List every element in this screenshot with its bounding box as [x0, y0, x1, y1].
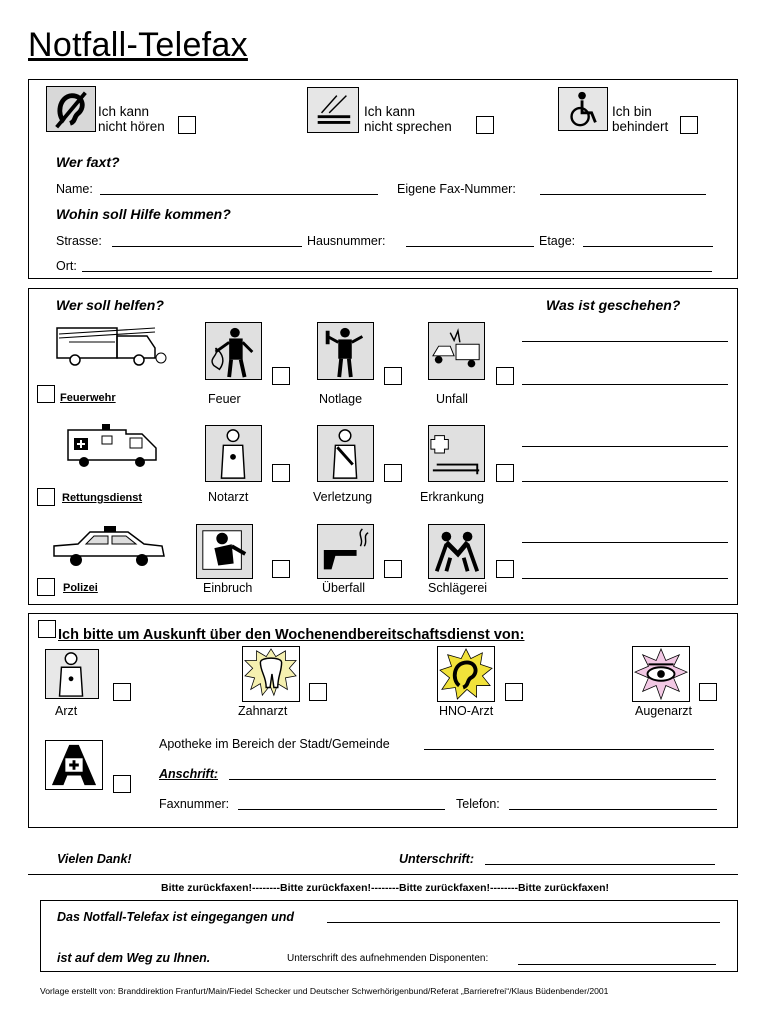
signature-field[interactable] [485, 864, 715, 865]
emergency-doctor-checkbox[interactable] [272, 464, 290, 482]
ent-doctor-icon [437, 646, 495, 702]
fax-field[interactable] [238, 809, 445, 810]
fight-icon [428, 524, 485, 579]
rescue-service-label: Rettungsdienst [62, 492, 143, 504]
what-happened-line-4[interactable] [522, 481, 728, 482]
ent-doctor-checkbox[interactable] [505, 683, 523, 701]
eye-doctor-label: Augenarzt [635, 704, 692, 718]
dentist-icon [242, 646, 300, 702]
burglary-icon [196, 524, 253, 579]
distress-checkbox[interactable] [384, 367, 402, 385]
house-number-label: Hausnummer: [307, 234, 386, 248]
what-happened-line-1[interactable] [522, 341, 728, 342]
disabled-label: Ich bin behindert [612, 104, 669, 134]
pharmacy-icon [45, 740, 103, 790]
fire-truck-icon [55, 322, 167, 370]
doctor-icon [45, 649, 99, 699]
dentist-label: Zahnarzt [238, 704, 288, 718]
what-happened-heading: Was ist geschehen? [546, 297, 681, 313]
ent-doctor-label: HNO-Arzt [439, 704, 494, 718]
police-label: Polizei [63, 582, 98, 594]
emergency-doctor-label: Notarzt [208, 490, 249, 504]
floor-field[interactable] [583, 246, 713, 247]
robbery-checkbox[interactable] [384, 560, 402, 578]
pharmacy-label: Apotheke im Bereich der Stadt/Gemeinde [159, 737, 390, 751]
address-field[interactable] [229, 779, 716, 780]
phone-field[interactable] [509, 809, 717, 810]
page-title: Notfall-Telefax [28, 26, 248, 64]
ear-crossed-icon [46, 86, 96, 132]
illness-icon [428, 425, 485, 482]
what-happened-line-3[interactable] [522, 446, 728, 447]
what-happened-line-5[interactable] [522, 542, 728, 543]
burglary-checkbox[interactable] [272, 560, 290, 578]
rescue-service-checkbox[interactable] [37, 488, 55, 506]
injury-checkbox[interactable] [384, 464, 402, 482]
phone-label: Telefon: [456, 797, 500, 811]
fire-department-label: Feuerwehr [60, 392, 116, 404]
city-field[interactable] [82, 271, 712, 272]
distress-icon [317, 322, 374, 380]
fax-number-label: Eigene Fax-Nummer: [397, 182, 516, 196]
signature-label: Unterschrift: [399, 852, 475, 866]
name-label: Name: [56, 182, 93, 196]
credit-text: Vorlage erstellt von: Branddirektion Franfurt/Main/Fiedel Schecker und Deutscher Schwerhörigenbund/Referat „Barrierefrei“/Klaus Büdenbender/2001 [40, 986, 609, 996]
name-field[interactable] [100, 194, 378, 195]
street-field[interactable] [112, 246, 302, 247]
dispatcher-label: Unterschrift des aufnehmenden Disponenten: [287, 953, 489, 964]
pharmacy-checkbox[interactable] [113, 775, 131, 793]
mute-checkbox[interactable] [476, 116, 494, 134]
accident-checkbox[interactable] [496, 367, 514, 385]
fight-label: Schlägerei [428, 581, 488, 595]
deaf-checkbox[interactable] [178, 116, 196, 134]
disabled-checkbox[interactable] [680, 116, 698, 134]
city-label: Ort: [56, 259, 77, 273]
robbery-icon [317, 524, 374, 579]
robbery-label: Überfall [322, 581, 366, 595]
weekend-service-heading: Ich bitte um Auskunft über den Wochenendbereitschaftsdienst von: [58, 627, 525, 643]
dispatcher-signature-field[interactable] [518, 964, 716, 965]
eye-doctor-checkbox[interactable] [699, 683, 717, 701]
where-help-heading: Wohin soll Hilfe kommen? [56, 206, 231, 222]
received-field[interactable] [327, 922, 720, 923]
mute-icon [307, 87, 359, 133]
weekend-service-checkbox[interactable] [38, 620, 56, 638]
accident-icon [428, 322, 485, 380]
fax-number-field[interactable] [540, 194, 706, 195]
doctor-checkbox[interactable] [113, 683, 131, 701]
illness-checkbox[interactable] [496, 464, 514, 482]
who-faxes-heading: Wer faxt? [56, 154, 120, 170]
illness-label: Erkrankung [420, 490, 484, 504]
separator [28, 874, 738, 875]
on-way-text: ist auf dem Weg zu Ihnen. [57, 951, 211, 965]
dentist-checkbox[interactable] [309, 683, 327, 701]
wheelchair-icon [558, 87, 608, 131]
injury-icon [317, 425, 374, 482]
fax-label: Faxnummer: [159, 797, 230, 811]
doctor-label: Arzt [55, 704, 78, 718]
fax-back-text: Bitte zurückfaxen!--------Bitte zurückfaxen!--------Bitte zurückfaxen!--------Bitte zurückfaxen! [161, 882, 609, 894]
burglary-label: Einbruch [203, 581, 253, 595]
eye-doctor-icon [632, 646, 690, 702]
fire-icon [205, 322, 262, 380]
injury-label: Verletzung [313, 490, 373, 504]
mute-label: Ich kann nicht sprechen [364, 104, 452, 134]
police-car-icon [50, 522, 168, 570]
police-checkbox[interactable] [37, 578, 55, 596]
pharmacy-city-field[interactable] [424, 749, 714, 750]
thanks-text: Vielen Dank! [57, 852, 132, 866]
street-label: Strasse: [56, 234, 102, 248]
ambulance-icon [62, 422, 162, 470]
house-number-field[interactable] [406, 246, 534, 247]
fire-checkbox[interactable] [272, 367, 290, 385]
address-label: Anschrift: [159, 767, 219, 781]
received-text: Das Notfall-Telefax ist eingegangen und [57, 910, 295, 924]
what-happened-line-2[interactable] [522, 384, 728, 385]
distress-label: Notlage [319, 392, 363, 406]
who-helps-heading: Wer soll helfen? [56, 297, 164, 313]
fire-label: Feuer [208, 392, 241, 406]
fight-checkbox[interactable] [496, 560, 514, 578]
accident-label: Unfall [436, 392, 468, 406]
fire-department-checkbox[interactable] [37, 385, 55, 403]
deaf-label: Ich kann nicht hören [98, 104, 165, 134]
floor-label: Etage: [539, 234, 576, 248]
what-happened-line-6[interactable] [522, 578, 728, 579]
emergency-doctor-icon [205, 425, 262, 482]
